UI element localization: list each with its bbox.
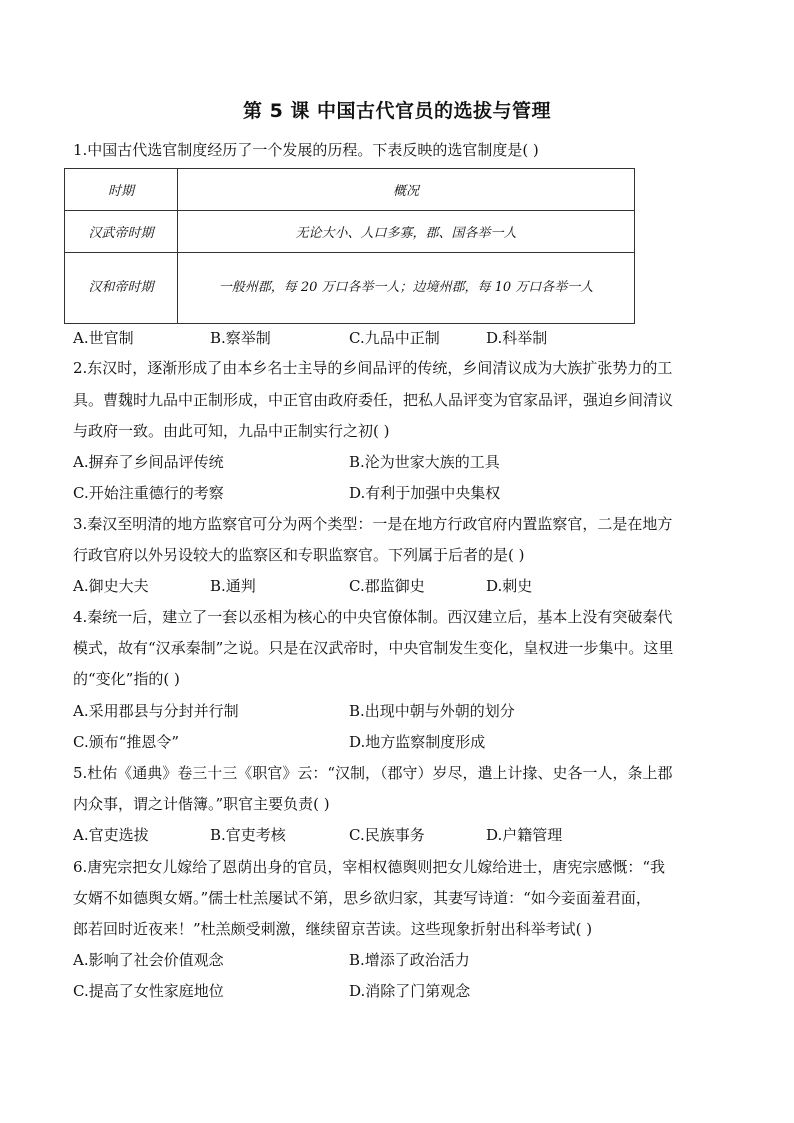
question-4-stem: 的“变化”指的( ) (73, 670, 180, 688)
table-header-period: 时期 (65, 169, 178, 211)
question-6-stem: 女婿不如德舆女婿。”儒士杜羔屡试不第，思乡欲归家，其妻写诗道：“如今妾面羞君面， (73, 889, 651, 907)
question-4-option-b[interactable]: B.出现中朝与外朝的划分 (349, 702, 515, 720)
question-2-stem: 与政府一致。由此可知，九品中正制实行之初( ) (73, 422, 390, 440)
question-1-option-b[interactable]: B.察举制 (210, 329, 271, 347)
table-cell-overview: 无论大小、人口多寡，郡、国各举一人 (178, 211, 635, 253)
question-5-stem: 5.杜佑《通典》卷三十三《职官》云：“汉制，（郡守）岁尽，遣上计掾、史各一人，条上郡 (73, 764, 673, 782)
question-5-option-b[interactable]: B.官吏考核 (210, 826, 286, 844)
question-5-option-a[interactable]: A.官吏选拔 (73, 826, 149, 844)
question-2-option-c[interactable]: C.开始注重德行的考察 (73, 484, 224, 502)
table-header-row (65, 169, 635, 211)
question-5-option-d[interactable]: D.户籍管理 (486, 826, 563, 844)
question-6-option-c[interactable]: C.提高了女性家庭地位 (73, 982, 224, 1000)
question-5-stem: 内众事，谓之计偕簿。”职官主要负责( ) (73, 795, 330, 813)
question-6-option-d[interactable]: D.消除了门第观念 (349, 982, 471, 1000)
table-cell-period: 汉武帝时期 (65, 211, 178, 253)
question-4-option-a[interactable]: A.采用郡县与分封并行制 (73, 702, 239, 720)
question-3-option-c[interactable]: C.郡监御史 (349, 577, 425, 595)
question-5-option-c[interactable]: C.民族事务 (349, 826, 425, 844)
table-header-overview: 概况 (178, 169, 635, 211)
question-3-option-a[interactable]: A.御史大夫 (73, 577, 149, 595)
question-2-option-a[interactable]: A.摒弃了乡间品评传统 (73, 453, 224, 471)
page-title: 第 5 课 中国古代官员的选拔与管理 (242, 100, 552, 122)
question-6-option-b[interactable]: B.增添了政治活力 (349, 951, 470, 969)
question-1-option-c[interactable]: C.九品中正制 (349, 329, 440, 347)
question-4-option-c[interactable]: C.颁布“推恩令” (73, 733, 180, 751)
question-1-stem: 1.中国古代选官制度经历了一个发展的历程。下表反映的选官制度是( ) (73, 141, 539, 159)
table-cell-period: 汉和帝时期 (65, 253, 178, 324)
question-1-option-d[interactable]: D.科举制 (486, 329, 548, 347)
question-6-option-a[interactable]: A.影响了社会价值观念 (73, 951, 224, 969)
question-6-stem: 郎若回时近夜来！”杜羔颇受刺激，继续留京苦读。这些现象折射出科举考试( ) (73, 920, 593, 938)
question-2-stem: 2.东汉时，逐渐形成了由本乡名士主导的乡间品评的传统，乡间清议成为大族扩张势力的工 (73, 359, 673, 377)
question-4-stem: 模式，故有“汉承秦制”之说。只是在汉武帝时，中央官制发生变化，皇权进一步集中。这里 (73, 639, 674, 657)
question-2-stem: 具。曹魏时九品中正制形成，中正官由政府委任，把私人品评变为官家品评，强迫乡间清议 (73, 391, 674, 409)
table-cell-overview: 一般州郡，每 20 万口各举一人；边境州郡，每 10 万口各举一人 (178, 253, 635, 324)
question-3-stem: 3.秦汉至明清的地方监察官可分为两个类型：一是在地方行政官府内置监察官，二是在地方 (73, 515, 673, 533)
question-4-stem: 4.秦统一后，建立了一套以丞相为核心的中央官僚体制。西汉建立后，基本上没有突破秦代 (73, 608, 673, 626)
table-row (65, 211, 635, 253)
question-1-option-a[interactable]: A.世官制 (73, 329, 134, 347)
question-2-option-d[interactable]: D.有利于加强中央集权 (349, 484, 501, 502)
question-6-stem: 6.唐宪宗把女儿嫁给了恩荫出身的官员，宰相权德舆则把女儿嫁给进士，唐宪宗感慨：“我 (73, 858, 665, 876)
question-3-option-b[interactable]: B.通判 (210, 577, 256, 595)
question-3-stem: 行政官府以外另设较大的监察区和专职监察官。下列属于后者的是( ) (73, 546, 525, 564)
question-4-option-d[interactable]: D.地方监察制度形成 (349, 733, 486, 751)
question-2-option-b[interactable]: B.沦为世家大族的工具 (349, 453, 500, 471)
table-row (65, 253, 635, 324)
question-3-option-d[interactable]: D.刺史 (486, 577, 533, 595)
selection-system-table (64, 168, 635, 324)
